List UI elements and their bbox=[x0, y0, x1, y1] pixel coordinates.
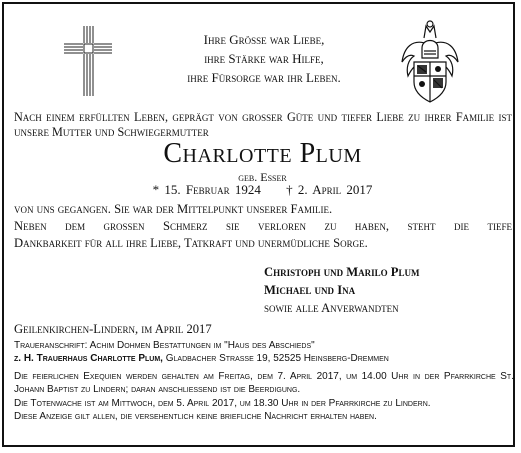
mourning-address-line-2 bbox=[14, 352, 519, 365]
family-crest-icon bbox=[398, 18, 462, 104]
signer-line: sowie alle Anverwandten bbox=[264, 301, 399, 315]
body-line: Dankbarkeit für all ihre Liebe, Tatkraft und unermüdliche Sorge. bbox=[14, 236, 368, 250]
details-paragraph: Diese Anzeige gilt allen, die versehentlich keine briefliche Nachricht erhalten haben. bbox=[14, 410, 377, 422]
mourning-street: Gladbacher Strasse 19, 52525 Heinsberg-Dremmen bbox=[162, 353, 389, 364]
mourning-house: z. H. Trauerhaus Charlotte Plum, bbox=[14, 353, 163, 364]
service-details bbox=[14, 370, 514, 423]
life-dates bbox=[4, 182, 521, 198]
death-date: † 2. April 2017 bbox=[286, 182, 373, 197]
poem bbox=[124, 30, 404, 87]
obituary-frame bbox=[2, 2, 515, 447]
details-paragraph: Die feierlichen Exequien werden gehalten am Freitag, dem 7. April 2017, um 14.00 Uhr in der Pfarrkirche St. Johann Baptist zu Lindern; daran anschliessend ist die Beerdigung. bbox=[14, 371, 514, 396]
poem-line: Ihre Grösse war Liebe, bbox=[203, 32, 325, 47]
mourning-address bbox=[14, 339, 519, 365]
poem-line: ihre Fürsorge war ihr Leben. bbox=[187, 70, 341, 85]
details-paragraph: Die Totenwache ist am Mittwoch, dem 5. April 2017, um 18.30 Uhr in der Pfarrkirche zu Lindern. bbox=[14, 397, 431, 409]
deceased-name: Charlotte Plum bbox=[163, 138, 362, 169]
body-line: Neben dem grossen Schmerz sie verloren zu haben, steht die tiefe bbox=[14, 219, 512, 233]
signer-line: Christoph und Marilo Plum bbox=[264, 265, 420, 279]
place-date: Geilenkirchen-Lindern, im April 2017 bbox=[14, 322, 212, 336]
body-line: von uns gegangen. Sie war der Mittelpunkt unserer Familie. bbox=[14, 202, 333, 216]
mourning-address-line: Traueranschrift: Achim Dohmen Bestattungen im "Haus des Abschieds" bbox=[14, 340, 315, 351]
poem-line: ihre Stärke war Hilfe, bbox=[204, 51, 324, 66]
intro-text: Nach einem erfüllten Leben, geprägt von grosser Güte und tiefer Liebe zu ihrer Familie ist unsere Mutter und Schwiegermutter bbox=[14, 110, 512, 139]
cross-icon bbox=[62, 24, 114, 98]
signers bbox=[264, 263, 514, 317]
signer-line: Michael und Ina bbox=[264, 283, 356, 297]
birth-date: * 15. Februar 1924 bbox=[152, 182, 261, 197]
maiden-name: geb. Esser bbox=[238, 170, 287, 184]
body-text bbox=[14, 201, 512, 252]
